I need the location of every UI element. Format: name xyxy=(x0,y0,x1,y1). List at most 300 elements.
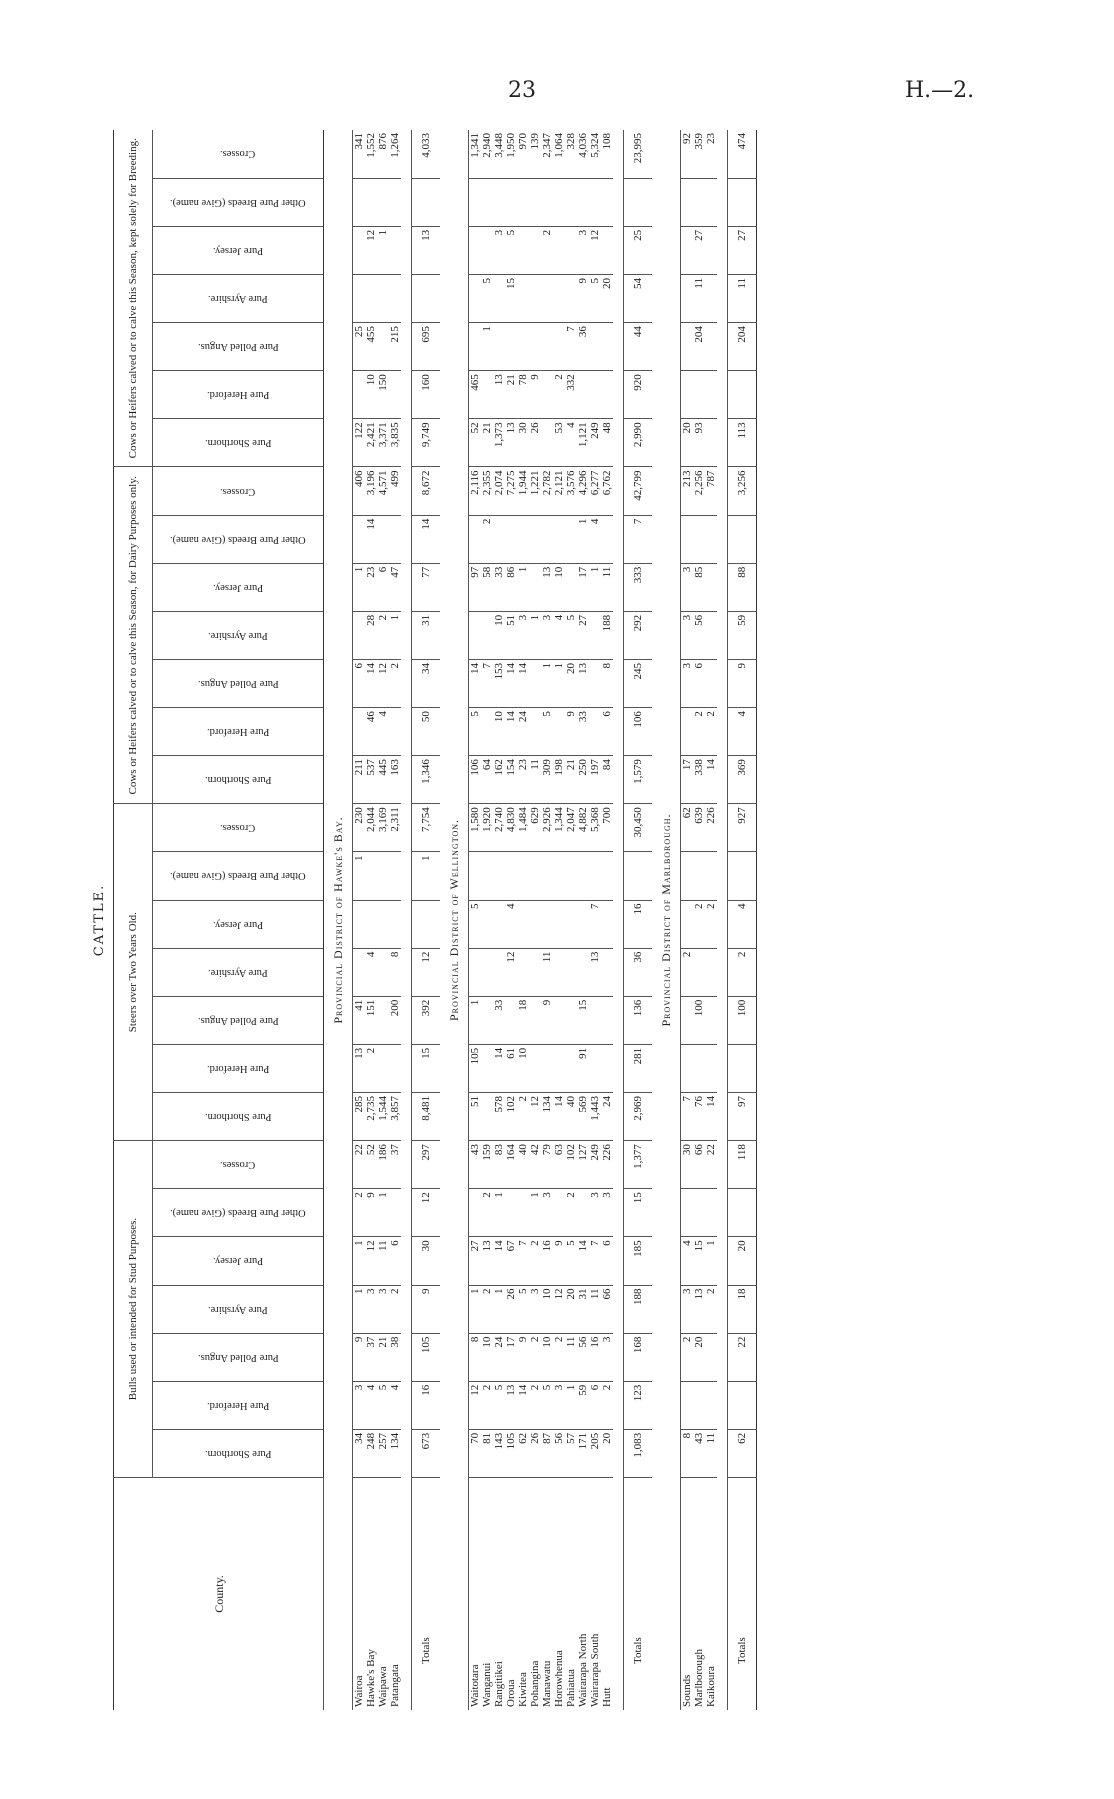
county-name: Patangata xyxy=(389,1664,401,1707)
table-cell: 13 xyxy=(505,1381,517,1429)
table-row xyxy=(517,130,529,1710)
table-cell: 7 xyxy=(565,323,577,371)
table-cell: 1 xyxy=(493,1285,505,1333)
table-cell: 10 xyxy=(541,1333,553,1381)
table-cell: 2 xyxy=(553,371,565,419)
county-name: Hutt xyxy=(601,1687,613,1707)
table-cell xyxy=(681,323,694,371)
table-cell: 2 xyxy=(389,659,401,707)
table-cell: 22 xyxy=(353,1141,366,1189)
table-cell: 1 xyxy=(469,996,482,1044)
table-cell xyxy=(517,178,529,226)
column-header-steers-jersey xyxy=(153,900,324,948)
table-cell xyxy=(517,948,529,996)
table-cell: 1 xyxy=(517,563,529,611)
table-cell xyxy=(469,226,482,274)
table-cell: 2 xyxy=(693,708,705,756)
column-label: Pure Jersey. xyxy=(212,918,264,930)
table-cell: 215 xyxy=(389,323,401,371)
table-cell: 9 xyxy=(412,1285,441,1333)
table-cell xyxy=(377,900,389,948)
column-header-breeding-shorthorn xyxy=(153,419,324,467)
table-cell: 13 xyxy=(693,1285,705,1333)
table-cell: 1,944 xyxy=(517,467,529,515)
table-cell: 5 xyxy=(541,708,553,756)
column-label: Crosses. xyxy=(220,1159,256,1171)
column-label: Pure Ayrshire. xyxy=(208,966,268,978)
table-cell: 1 xyxy=(377,1189,389,1237)
table-cell: 11 xyxy=(529,756,541,804)
table-cell: 48 xyxy=(601,419,613,467)
table-cell: 3 xyxy=(577,226,589,274)
column-label: Pure Ayrshire. xyxy=(208,293,268,305)
table-row xyxy=(353,130,366,1710)
column-label: Pure Shorthorn. xyxy=(204,1111,272,1123)
table-cell xyxy=(389,900,401,948)
table-cell: 204 xyxy=(728,323,757,371)
table-cell: 2 xyxy=(377,611,389,659)
table-cell: 3 xyxy=(541,611,553,659)
table-cell: 1,064 xyxy=(553,130,565,178)
table-cell: 38 xyxy=(389,1333,401,1381)
table-cell: 2 xyxy=(728,948,757,996)
table-cell: 5 xyxy=(517,1285,529,1333)
table-cell xyxy=(681,900,694,948)
table-cell xyxy=(505,1189,517,1237)
table-cell: 160 xyxy=(412,371,441,419)
table-cell: 2 xyxy=(529,1333,541,1381)
column-header-breeding-jersey xyxy=(153,226,324,274)
column-header-steers-crosses xyxy=(153,804,324,852)
table-cell: 9 xyxy=(553,1237,565,1285)
table-cell xyxy=(529,563,541,611)
table-cell: 13 xyxy=(577,659,589,707)
table-cell xyxy=(353,708,366,756)
table-cell: 205 xyxy=(589,1429,601,1477)
county-name: Horowhenua xyxy=(553,1650,565,1707)
table-cell: 11 xyxy=(728,275,757,323)
table-cell xyxy=(493,275,505,323)
column-header-row xyxy=(153,130,324,1710)
table-row xyxy=(505,130,517,1710)
table-cell: 92 xyxy=(681,130,694,178)
table-cell: 920 xyxy=(624,371,653,419)
table-cell: 70 xyxy=(469,1429,482,1477)
county-header: County. xyxy=(114,1477,324,1710)
table-cell: 2 xyxy=(693,900,705,948)
table-cell xyxy=(529,226,541,274)
table-cell: 16 xyxy=(624,900,653,948)
table-cell xyxy=(529,948,541,996)
table-cell: 62 xyxy=(728,1429,757,1477)
table-cell: 5 xyxy=(589,275,601,323)
table-cell: 17 xyxy=(577,563,589,611)
table-cell xyxy=(553,275,565,323)
table-cell: 1,083 xyxy=(624,1429,653,1477)
table-cell xyxy=(365,852,377,900)
table-cell: 2 xyxy=(553,1333,565,1381)
table-cell: 4,296 xyxy=(577,467,589,515)
table-cell: 2 xyxy=(517,1092,529,1140)
table-cell xyxy=(377,852,389,900)
table-cell: 12 xyxy=(469,1381,482,1429)
table-cell: 106 xyxy=(624,708,653,756)
table-cell xyxy=(377,948,389,996)
table-cell: 10 xyxy=(541,1285,553,1333)
table-cell: 78 xyxy=(517,371,529,419)
table-cell: 1,579 xyxy=(624,756,653,804)
column-header-bulls-polled-angus xyxy=(153,1333,324,1381)
table-cell xyxy=(705,996,717,1044)
column-label: Pure Hereford. xyxy=(206,1399,270,1411)
table-cell: 51 xyxy=(469,1092,482,1140)
table-cell: 14 xyxy=(469,659,482,707)
table-cell: 13 xyxy=(541,563,553,611)
table-cell xyxy=(705,226,717,274)
table-cell xyxy=(481,948,493,996)
table-cell: 8 xyxy=(601,659,613,707)
table-cell xyxy=(365,275,377,323)
table-cell: 59 xyxy=(728,611,757,659)
table-cell: 105 xyxy=(412,1333,441,1381)
table-cell: 54 xyxy=(624,275,653,323)
table-cell: 1,580 xyxy=(469,804,482,852)
table-cell xyxy=(589,371,601,419)
table-cell xyxy=(553,708,565,756)
table-cell: 3,448 xyxy=(493,130,505,178)
table-cell: 91 xyxy=(577,1044,589,1092)
table-cell: 2,990 xyxy=(624,419,653,467)
table-cell: 14 xyxy=(517,659,529,707)
table-cell: 52 xyxy=(469,419,482,467)
table-cell: 8 xyxy=(681,1429,694,1477)
table-cell xyxy=(589,708,601,756)
table-cell: 1,344 xyxy=(553,804,565,852)
table-cell: 139 xyxy=(529,130,541,178)
table-cell: 629 xyxy=(529,804,541,852)
table-cell: 40 xyxy=(517,1141,529,1189)
table-cell: 1,950 xyxy=(505,130,517,178)
table-cell: 17 xyxy=(681,756,694,804)
table-cell: 66 xyxy=(601,1285,613,1333)
table-cell xyxy=(517,515,529,563)
table-cell: 569 xyxy=(577,1092,589,1140)
table-cell: 4 xyxy=(681,1237,694,1285)
table-cell: 100 xyxy=(728,996,757,1044)
table-cell: 12 xyxy=(505,948,517,996)
column-header-steers-shorthorn xyxy=(153,1092,324,1140)
table-cell: 2 xyxy=(705,900,717,948)
table-cell: 4 xyxy=(728,900,757,948)
table-cell: 2 xyxy=(481,1285,493,1333)
table-cell: 2 xyxy=(389,1285,401,1333)
table-cell xyxy=(541,419,553,467)
table-cell: 4,882 xyxy=(577,804,589,852)
group-header-bulls: Bulls used or intended for Stud Purposes. xyxy=(114,1141,153,1478)
table-cell: 2,740 xyxy=(493,804,505,852)
county-name: Pohangina xyxy=(529,1660,541,1707)
table-cell: 171 xyxy=(577,1429,589,1477)
table-cell: 249 xyxy=(589,419,601,467)
table-cell xyxy=(565,515,577,563)
table-cell xyxy=(377,996,389,1044)
table-cell: 3 xyxy=(601,1189,613,1237)
table-cell: 11 xyxy=(589,1285,601,1333)
table-cell: 537 xyxy=(365,756,377,804)
table-cell: 257 xyxy=(377,1429,389,1477)
table-cell xyxy=(493,900,505,948)
table-cell: 2,940 xyxy=(481,130,493,178)
spacer-cell xyxy=(717,130,728,1710)
table-cell: 14 xyxy=(705,1092,717,1140)
table-cell: 1 xyxy=(565,1381,577,1429)
column-label: Pure Ayrshire. xyxy=(208,1303,268,1315)
table-cell: 14 xyxy=(365,515,377,563)
table-cell: 36 xyxy=(624,948,653,996)
table-cell xyxy=(541,900,553,948)
table-cell: 1,920 xyxy=(481,804,493,852)
column-header-breeding-other xyxy=(153,178,324,226)
table-cell: 25 xyxy=(353,323,366,371)
table-cell xyxy=(589,611,601,659)
column-header-dairy-ayrshire xyxy=(153,611,324,659)
table-cell: 28 xyxy=(365,611,377,659)
table-cell xyxy=(589,323,601,371)
table-cell xyxy=(693,515,705,563)
column-header-bulls-shorthorn xyxy=(153,1429,324,1477)
table-cell xyxy=(705,515,717,563)
table-cell xyxy=(705,948,717,996)
table-cell: 695 xyxy=(412,323,441,371)
table-cell: 3,196 xyxy=(365,467,377,515)
table-cell: 245 xyxy=(624,659,653,707)
table-cell xyxy=(469,948,482,996)
table-row xyxy=(553,130,565,1710)
table-cell: 1 xyxy=(353,852,366,900)
table-cell: 41 xyxy=(353,996,366,1044)
table-cell: 15 xyxy=(505,275,517,323)
table-cell: 10 xyxy=(553,563,565,611)
table-cell: 359 xyxy=(693,130,705,178)
district-heading-row xyxy=(440,130,469,1710)
table-cell: 3 xyxy=(681,563,694,611)
table-cell: 3 xyxy=(365,1285,377,1333)
table-cell: 64 xyxy=(481,756,493,804)
table-cell: 2,047 xyxy=(565,804,577,852)
column-header-steers-other xyxy=(153,852,324,900)
district-heading: Provincial District of Marlborough. xyxy=(652,130,681,1710)
table-cell: 4,036 xyxy=(577,130,589,178)
table-cell: 11 xyxy=(601,563,613,611)
table-cell: 186 xyxy=(377,1141,389,1189)
group-header-cows-dairy: Cows or Heifers calved or to calve this Season, for Dairy Purposes only. xyxy=(114,467,153,804)
table-cell xyxy=(353,611,366,659)
column-label: Pure Shorthorn. xyxy=(204,774,272,786)
table-cell: 27 xyxy=(577,611,589,659)
table-cell: 20 xyxy=(601,275,613,323)
table-cell: 3 xyxy=(553,1381,565,1429)
table-cell: 1,341 xyxy=(469,130,482,178)
table-row xyxy=(577,130,589,1710)
table-cell xyxy=(565,948,577,996)
table-cell: 226 xyxy=(601,1141,613,1189)
table-cell: 12 xyxy=(365,1237,377,1285)
table-cell: 14 xyxy=(505,708,517,756)
table-cell: 285 xyxy=(353,1092,366,1140)
table-cell: 15 xyxy=(693,1237,705,1285)
column-header-dairy-crosses xyxy=(153,467,324,515)
table-cell xyxy=(681,178,694,226)
table-cell: 226 xyxy=(705,804,717,852)
table-cell xyxy=(377,1044,389,1092)
column-header-dairy-hereford xyxy=(153,708,324,756)
table-cell: 2 xyxy=(481,515,493,563)
column-label: Pure Shorthorn. xyxy=(204,437,272,449)
table-cell: 185 xyxy=(624,1237,653,1285)
table-cell: 13 xyxy=(589,948,601,996)
table-cell: 136 xyxy=(624,996,653,1044)
table-cell xyxy=(693,1381,705,1429)
table-cell xyxy=(493,515,505,563)
table-cell xyxy=(577,371,589,419)
table-cell xyxy=(377,178,389,226)
table-cell: 5 xyxy=(481,275,493,323)
table-cell xyxy=(601,996,613,1044)
spacer-row xyxy=(613,130,624,1710)
table-cell: 25 xyxy=(624,226,653,274)
table-cell: 14 xyxy=(505,659,517,707)
column-header-dairy-jersey xyxy=(153,563,324,611)
table-cell: 2 xyxy=(705,708,717,756)
table-cell: 57 xyxy=(565,1429,577,1477)
table-cell: 1 xyxy=(481,323,493,371)
table-cell: 1,443 xyxy=(589,1092,601,1140)
table-cell: 22 xyxy=(728,1333,757,1381)
table-cell: 4 xyxy=(389,1381,401,1429)
column-label: Pure Polled Angus. xyxy=(197,678,279,690)
column-header-breeding-polled-angus xyxy=(153,323,324,371)
table-cell: 188 xyxy=(601,611,613,659)
county-name: Totals xyxy=(624,1477,653,1710)
table-cell: 9 xyxy=(728,659,757,707)
table-cell: 14 xyxy=(493,1237,505,1285)
table-cell: 56 xyxy=(553,1429,565,1477)
table-cell: 150 xyxy=(377,371,389,419)
table-cell: 15 xyxy=(412,1044,441,1092)
table-cell: 12 xyxy=(589,226,601,274)
table-cell: 211 xyxy=(353,756,366,804)
table-cell: 108 xyxy=(601,130,613,178)
table-cell: 13 xyxy=(412,226,441,274)
table-cell: 3 xyxy=(353,1381,366,1429)
table-cell: 36 xyxy=(577,323,589,371)
table-cell: 23 xyxy=(517,756,529,804)
table-cell: 3 xyxy=(529,1285,541,1333)
table-cell: 62 xyxy=(681,804,694,852)
table-cell: 8,481 xyxy=(412,1092,441,1140)
table-cell: 30,450 xyxy=(624,804,653,852)
table-cell: 700 xyxy=(601,804,613,852)
table-cell: 76 xyxy=(693,1092,705,1140)
table-cell: 10 xyxy=(493,708,505,756)
table-cell: 10 xyxy=(517,1044,529,1092)
table-cell: 639 xyxy=(693,804,705,852)
county-name: Kaikoura xyxy=(705,1666,717,1707)
table-cell: 3,576 xyxy=(565,467,577,515)
table-cell xyxy=(412,900,441,948)
table-cell: 18 xyxy=(728,1285,757,1333)
table-cell: 63 xyxy=(553,1141,565,1189)
table-cell: 499 xyxy=(389,467,401,515)
table-cell: 1 xyxy=(353,1237,366,1285)
table-cell: 1 xyxy=(353,1285,366,1333)
table-cell: 4,033 xyxy=(412,130,441,178)
table-cell: 2,355 xyxy=(481,467,493,515)
table-cell xyxy=(624,178,653,226)
table-cell: 77 xyxy=(412,563,441,611)
table-row xyxy=(365,130,377,1710)
table-cell xyxy=(529,852,541,900)
table-cell: 87 xyxy=(541,1429,553,1477)
table-title: CATTLE. xyxy=(92,883,107,957)
table-cell xyxy=(705,1189,717,1237)
county-name: Waitotara xyxy=(469,1664,481,1707)
table-cell: 164 xyxy=(505,1141,517,1189)
table-cell xyxy=(589,178,601,226)
table-cell: 5,368 xyxy=(589,804,601,852)
table-cell: 5 xyxy=(377,1381,389,1429)
table-cell: 1,484 xyxy=(517,804,529,852)
district-heading-row xyxy=(652,130,681,1710)
table-cell xyxy=(553,996,565,1044)
table-cell xyxy=(553,1044,565,1092)
table-cell: 51 xyxy=(505,611,517,659)
table-cell: 188 xyxy=(624,1285,653,1333)
table-cell xyxy=(681,515,694,563)
table-cell: 7 xyxy=(517,1237,529,1285)
table-cell: 52 xyxy=(365,1141,377,1189)
table-cell: 14 xyxy=(517,1381,529,1429)
table-cell: 5 xyxy=(493,1381,505,1429)
column-label: Pure Ayrshire. xyxy=(208,629,268,641)
table-cell: 50 xyxy=(412,708,441,756)
table-cell: 4,830 xyxy=(505,804,517,852)
table-cell xyxy=(681,226,694,274)
table-cell: 2,926 xyxy=(541,804,553,852)
county-name: Hawke's Bay xyxy=(365,1649,377,1707)
table-cell: 9 xyxy=(353,1333,366,1381)
table-cell xyxy=(481,178,493,226)
table-cell: 127 xyxy=(577,1141,589,1189)
table-cell xyxy=(565,563,577,611)
table-cell xyxy=(589,1044,601,1092)
table-cell: 406 xyxy=(353,467,366,515)
table-cell: 4 xyxy=(365,1381,377,1429)
table-cell xyxy=(481,852,493,900)
column-label: Pure Hereford. xyxy=(206,389,270,401)
table-cell xyxy=(481,1092,493,1140)
table-cell: 43 xyxy=(469,1141,482,1189)
table-cell: 333 xyxy=(624,563,653,611)
table-cell: 81 xyxy=(481,1429,493,1477)
table-cell: 163 xyxy=(389,756,401,804)
table-cell: 7 xyxy=(589,900,601,948)
table-cell: 18 xyxy=(517,996,529,1044)
table-cell xyxy=(529,996,541,1044)
table-cell: 3,169 xyxy=(377,804,389,852)
table-cell xyxy=(577,178,589,226)
table-cell: 33 xyxy=(493,996,505,1044)
